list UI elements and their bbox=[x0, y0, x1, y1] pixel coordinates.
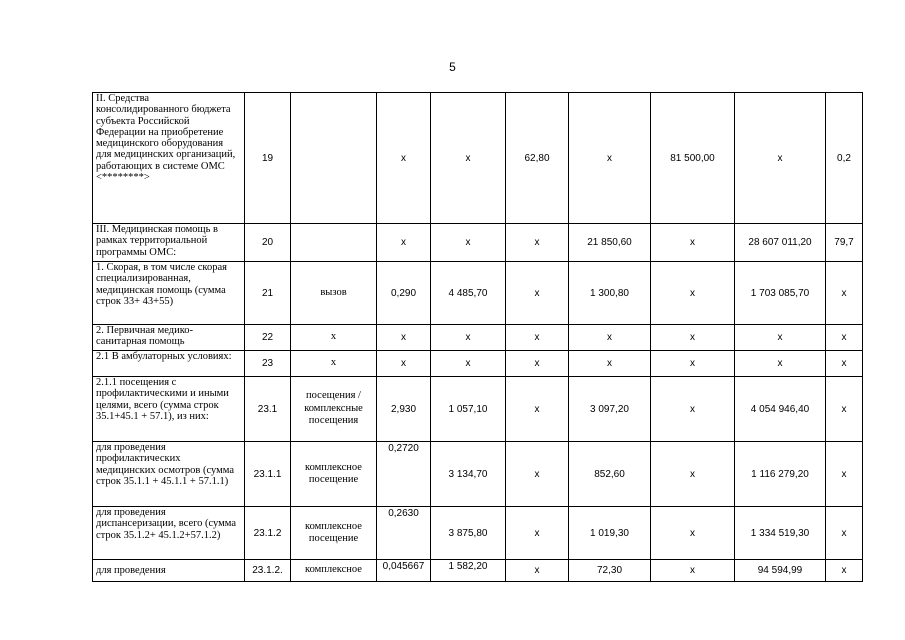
unit-cell bbox=[291, 93, 377, 224]
table-row bbox=[93, 351, 863, 377]
table-cell: 1 582,20 bbox=[431, 560, 506, 582]
table-cell: x bbox=[569, 325, 651, 351]
row-name: для проведения диспансеризации, всего (сумма строк 35.1.2+ 45.1.2+57.1.2) bbox=[93, 507, 245, 560]
table-cell: x bbox=[651, 377, 735, 442]
table-cell: 3 097,20 bbox=[569, 377, 651, 442]
table-cell: 21 850,60 bbox=[569, 224, 651, 262]
unit-cell: вызов bbox=[291, 262, 377, 325]
table-cell: 0,2 bbox=[826, 93, 863, 224]
table-cell: 72,30 bbox=[569, 560, 651, 582]
table-row bbox=[93, 377, 863, 442]
table-row bbox=[93, 442, 863, 507]
unit-cell: комплексное bbox=[291, 560, 377, 582]
row-number: 19 bbox=[245, 93, 291, 224]
unit-cell: x bbox=[291, 351, 377, 377]
table-cell: 81 500,00 bbox=[651, 93, 735, 224]
unit-cell bbox=[291, 224, 377, 262]
row-name: 1. Скорая, в том числе скорая специализированная, медицинская помощь (сумма строк 33+ 43+55) bbox=[93, 262, 245, 325]
table-cell: x bbox=[826, 351, 863, 377]
table-cell: x bbox=[651, 325, 735, 351]
row-number: 22 bbox=[245, 325, 291, 351]
table-cell: x bbox=[826, 507, 863, 560]
table-cell: x bbox=[377, 93, 431, 224]
table-cell: x bbox=[431, 93, 506, 224]
table-cell: 4 054 946,40 bbox=[735, 377, 826, 442]
row-number: 20 bbox=[245, 224, 291, 262]
row-name: III. Медицинская помощь в рамках территориальной программы ОМС: bbox=[93, 224, 245, 262]
table-cell: x bbox=[377, 351, 431, 377]
unit-cell: комплексное посещение bbox=[291, 507, 377, 560]
row-number: 23 bbox=[245, 351, 291, 377]
table-cell: 1 019,30 bbox=[569, 507, 651, 560]
table-cell: 94 594,99 bbox=[735, 560, 826, 582]
table-cell: x bbox=[826, 560, 863, 582]
unit-cell: посещения / комплексные посещения bbox=[291, 377, 377, 442]
table-row bbox=[93, 507, 863, 560]
table-row bbox=[93, 93, 863, 224]
table-cell: 3 875,80 bbox=[431, 507, 506, 560]
table-cell: x bbox=[651, 442, 735, 507]
table-cell: x bbox=[431, 224, 506, 262]
table-cell: 0,2720 bbox=[377, 442, 431, 507]
table-row bbox=[93, 325, 863, 351]
table-row bbox=[93, 262, 863, 325]
page-number: 5 bbox=[449, 60, 456, 74]
row-name: 2.1.1 посещения с профилактическими и иными целями, всего (сумма строк 35.1+45.1 + 57.1), из них: bbox=[93, 377, 245, 442]
table-cell: x bbox=[506, 325, 569, 351]
unit-cell: комплексное посещение bbox=[291, 442, 377, 507]
table-cell: x bbox=[735, 93, 826, 224]
table-cell: x bbox=[735, 351, 826, 377]
table-cell: 1 057,10 bbox=[431, 377, 506, 442]
table-cell: x bbox=[651, 560, 735, 582]
table-cell: x bbox=[377, 325, 431, 351]
row-name: для проведения профилактических медицинских осмотров (сумма строк 35.1.1 + 45.1.1 + 57.1.1) bbox=[93, 442, 245, 507]
row-name: 2. Первичная медико-санитарная помощь bbox=[93, 325, 245, 351]
table-cell: 3 134,70 bbox=[431, 442, 506, 507]
table-cell: x bbox=[651, 224, 735, 262]
row-name: II. Средства консолидированного бюджета субъекта Российской Федерации на приобретение медицинского оборудования для медицинских организаций, работающих в системе ОМС <********> bbox=[93, 93, 245, 224]
row-number: 23.1.2 bbox=[245, 507, 291, 560]
table-cell: 0,045667 bbox=[377, 560, 431, 582]
table-row bbox=[93, 224, 863, 262]
table-cell: x bbox=[826, 442, 863, 507]
table-cell: 1 703 085,70 bbox=[735, 262, 826, 325]
table-cell: x bbox=[651, 507, 735, 560]
table-cell: 2,930 bbox=[377, 377, 431, 442]
table-cell: 1 334 519,30 bbox=[735, 507, 826, 560]
table-cell: x bbox=[826, 262, 863, 325]
table-cell: x bbox=[506, 262, 569, 325]
table-cell: x bbox=[431, 351, 506, 377]
table-row bbox=[93, 560, 863, 582]
table-cell: 852,60 bbox=[569, 442, 651, 507]
table-cell: x bbox=[506, 560, 569, 582]
table-cell: x bbox=[506, 224, 569, 262]
row-number: 21 bbox=[245, 262, 291, 325]
table-cell: 79,7 bbox=[826, 224, 863, 262]
table-cell: 0,2630 bbox=[377, 507, 431, 560]
table-cell: 28 607 011,20 bbox=[735, 224, 826, 262]
program-cost-table bbox=[92, 92, 863, 582]
table-cell: x bbox=[506, 507, 569, 560]
row-name: 2.1 В амбулаторных условиях: bbox=[93, 351, 245, 377]
table-cell: 1 116 279,20 bbox=[735, 442, 826, 507]
table-cell: x bbox=[506, 351, 569, 377]
table-cell: 4 485,70 bbox=[431, 262, 506, 325]
table-cell: 0,290 bbox=[377, 262, 431, 325]
table-cell: 62,80 bbox=[506, 93, 569, 224]
table-cell: x bbox=[506, 442, 569, 507]
table-cell: x bbox=[826, 325, 863, 351]
row-number: 23.1.2. bbox=[245, 560, 291, 582]
table-cell: x bbox=[651, 262, 735, 325]
table-cell: x bbox=[431, 325, 506, 351]
table-cell: 1 300,80 bbox=[569, 262, 651, 325]
table-cell: x bbox=[506, 377, 569, 442]
table-cell: x bbox=[569, 351, 651, 377]
row-number: 23.1 bbox=[245, 377, 291, 442]
unit-cell: x bbox=[291, 325, 377, 351]
table-cell: x bbox=[826, 377, 863, 442]
table-cell: x bbox=[735, 325, 826, 351]
row-name: для проведения bbox=[93, 560, 245, 582]
table-cell: x bbox=[377, 224, 431, 262]
table-cell: x bbox=[569, 93, 651, 224]
row-number: 23.1.1 bbox=[245, 442, 291, 507]
table-cell: x bbox=[651, 351, 735, 377]
